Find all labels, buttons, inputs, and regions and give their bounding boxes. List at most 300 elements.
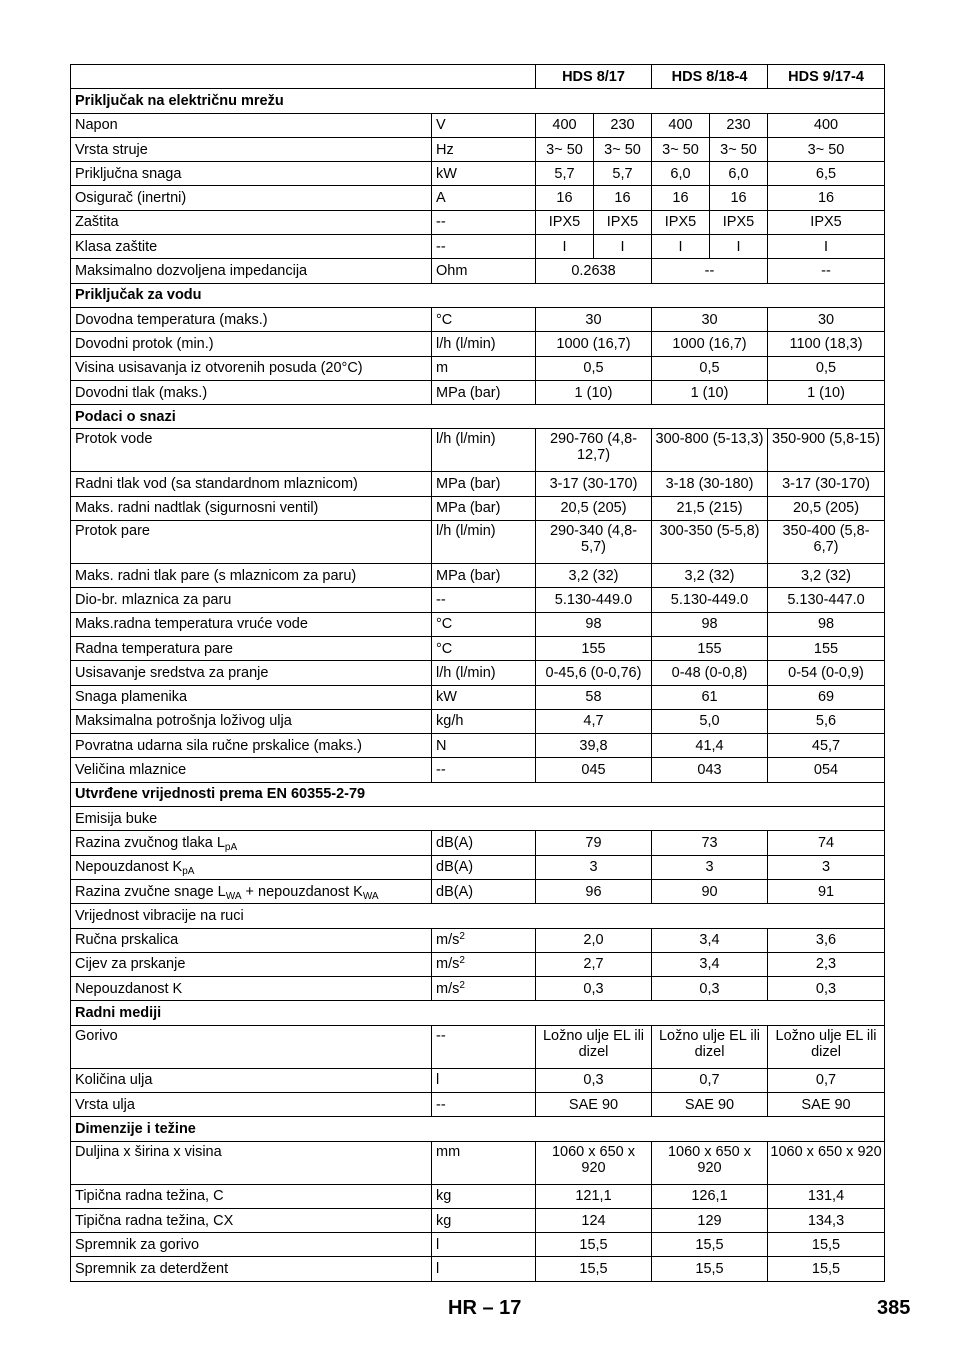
- value-cell: 0.2638: [536, 259, 652, 283]
- row-unit-text: l/h (l/min): [436, 664, 496, 681]
- row-label-text: Klasa zaštite: [75, 238, 158, 255]
- row-label: [71, 496, 432, 520]
- table-row: [71, 612, 885, 636]
- row-label: [71, 521, 432, 564]
- value-cell: 6,0: [652, 162, 710, 186]
- table-row: [71, 137, 885, 161]
- row-unit-text: kW: [436, 689, 457, 706]
- value-cell: 0,7: [768, 1068, 885, 1092]
- value-cell: 0,7: [652, 1068, 768, 1092]
- value-cell: 350-900 (5,8-15): [768, 429, 885, 472]
- row-label-text: Količina ulja: [75, 1072, 153, 1089]
- value-cell: 3~ 50: [768, 137, 885, 161]
- row-unit: [432, 636, 536, 660]
- value-cell: I: [594, 235, 652, 259]
- row-unit: [432, 831, 536, 855]
- value-cell: 5,6: [768, 709, 885, 733]
- value-cell: 3: [768, 855, 885, 879]
- row-unit: [432, 496, 536, 520]
- table-row: [71, 1025, 885, 1068]
- row-unit-text: m: [436, 360, 449, 377]
- row-unit: [432, 259, 536, 283]
- row-unit-text: °C: [436, 640, 453, 657]
- table-row: [71, 162, 885, 186]
- section-title: Priključak na električnu mrežu: [71, 89, 885, 113]
- row-label-text: Razina zvučnog tlaka L: [75, 834, 225, 851]
- row-label-text: Radni tlak vod (sa standardnom mlaznicom): [75, 476, 358, 493]
- table-row: [71, 1068, 885, 1092]
- value-cell: 61: [652, 685, 768, 709]
- row-unit-text: V: [436, 117, 446, 134]
- value-cell: 155: [768, 636, 885, 660]
- value-cell: 3,2 (32): [652, 564, 768, 588]
- value-cell: 79: [536, 831, 652, 855]
- table-row: [71, 496, 885, 520]
- value-cell: 3-17 (30-170): [768, 472, 885, 496]
- row-label-text: Veličina mlaznice: [75, 762, 187, 779]
- value-cell: 98: [768, 612, 885, 636]
- row-label: [71, 380, 432, 404]
- table-row: [71, 952, 885, 976]
- section-header-row: [71, 782, 885, 806]
- value-cell: 3-18 (30-180): [652, 472, 768, 496]
- value-cell: 350-400 (5,8-6,7): [768, 521, 885, 564]
- value-cell: 400: [536, 113, 594, 137]
- row-unit: [432, 758, 536, 782]
- row-label: [71, 472, 432, 496]
- row-unit-text: l/h (l/min): [436, 335, 496, 352]
- value-cell: --: [768, 259, 885, 283]
- section-header-row: [71, 405, 885, 429]
- row-unit: [432, 521, 536, 564]
- value-cell: 3,4: [652, 952, 768, 976]
- table-row: [71, 685, 885, 709]
- row-unit-text: l: [436, 1261, 440, 1278]
- value-cell: IPX5: [768, 210, 885, 234]
- row-label-text: Maksimalno dozvoljena impedancija: [75, 263, 308, 280]
- value-cell: 230: [710, 113, 768, 137]
- value-cell: 134,3: [768, 1208, 885, 1232]
- value-cell: 0,3: [536, 1068, 652, 1092]
- value-cell: 0,5: [768, 356, 885, 380]
- value-cell: 124: [536, 1208, 652, 1232]
- row-label-text: Maksimalna potrošnja loživog ulja: [75, 713, 292, 730]
- table-row: [71, 210, 885, 234]
- value-cell: 2,0: [536, 928, 652, 952]
- value-cell: 1060 x 650 x 920: [652, 1141, 768, 1184]
- table-row: [71, 1208, 885, 1232]
- value-cell: 90: [652, 879, 768, 903]
- row-label: [71, 1092, 432, 1116]
- row-label: [71, 235, 432, 259]
- table-row: [71, 564, 885, 588]
- subsection-label: Vrijednost vibracije na ruci: [71, 904, 885, 928]
- table-row: [71, 259, 885, 283]
- table-row: [71, 661, 885, 685]
- row-label-text: Maks. radni nadtlak (sigurnosni ventil): [75, 500, 319, 517]
- value-cell: 126,1: [652, 1184, 768, 1208]
- table-row: [71, 636, 885, 660]
- value-cell: 1 (10): [768, 380, 885, 404]
- row-unit-text: dB(A): [436, 859, 474, 876]
- section-header-row: [71, 283, 885, 307]
- row-label-subscript: WA: [225, 890, 242, 902]
- row-label-text: Dovodna temperatura (maks.): [75, 311, 268, 328]
- row-unit: [432, 855, 536, 879]
- value-cell: 5.130-449.0: [536, 588, 652, 612]
- row-unit: [432, 186, 536, 210]
- row-unit: [432, 113, 536, 137]
- subsection-label: Emisija buke: [71, 807, 885, 831]
- row-label: [71, 307, 432, 331]
- row-unit-text: --: [436, 1027, 446, 1044]
- value-cell: 290-340 (4,8-5,7): [536, 521, 652, 564]
- value-cell: 300-800 (5-13,3): [652, 429, 768, 472]
- row-unit-text: MPa (bar): [436, 384, 501, 401]
- value-cell: 1000 (16,7): [652, 332, 768, 356]
- row-unit-text: dB(A): [436, 883, 474, 900]
- table-row: [71, 113, 885, 137]
- value-cell: 16: [594, 186, 652, 210]
- row-unit: [432, 210, 536, 234]
- row-unit: [432, 734, 536, 758]
- row-unit: [432, 235, 536, 259]
- table-row: [71, 977, 885, 1001]
- table-row: [71, 472, 885, 496]
- table-row: [71, 1184, 885, 1208]
- section-header-row: [71, 89, 885, 113]
- value-cell: 1000 (16,7): [536, 332, 652, 356]
- row-unit-text: l: [436, 1236, 440, 1253]
- row-label-text: Dovodni protok (min.): [75, 335, 214, 352]
- table-row: [71, 831, 885, 855]
- value-cell: 3: [652, 855, 768, 879]
- table-row: [71, 855, 885, 879]
- row-unit-text: m/s: [436, 980, 460, 997]
- table-row: [71, 307, 885, 331]
- row-label: [71, 734, 432, 758]
- value-cell: 129: [652, 1208, 768, 1232]
- value-cell: 0,3: [536, 977, 652, 1001]
- value-cell: 400: [768, 113, 885, 137]
- row-label-text: Spremnik za deterdžent: [75, 1261, 229, 1278]
- table-row: [71, 332, 885, 356]
- value-cell: 15,5: [768, 1257, 885, 1281]
- row-unit-text: l: [436, 1072, 440, 1089]
- header-blank-cell: [71, 65, 536, 89]
- model-name: HDS 8/18-4: [652, 65, 768, 89]
- value-cell: 155: [536, 636, 652, 660]
- value-cell: Ložno ulje EL ili dizel: [536, 1025, 652, 1068]
- value-cell: 30: [768, 307, 885, 331]
- row-unit: [432, 332, 536, 356]
- row-label-subscript: pA: [224, 841, 238, 853]
- model-name: HDS 9/17-4: [768, 65, 885, 89]
- value-cell: 3,2 (32): [768, 564, 885, 588]
- value-cell: 3~ 50: [652, 137, 710, 161]
- table-row: [71, 521, 885, 564]
- value-cell: 91: [768, 879, 885, 903]
- row-unit-text: kW: [436, 165, 457, 182]
- row-label-text: + nepouzdanost K: [241, 883, 363, 900]
- value-cell: 4,7: [536, 709, 652, 733]
- value-cell: I: [652, 235, 710, 259]
- row-label: [71, 113, 432, 137]
- value-cell: 045: [536, 758, 652, 782]
- row-unit: [432, 952, 536, 976]
- row-label-text: Nepouzdanost K: [75, 980, 183, 997]
- row-unit: [432, 1208, 536, 1232]
- row-label: [71, 186, 432, 210]
- row-unit-text: A: [436, 190, 446, 207]
- value-cell: SAE 90: [768, 1092, 885, 1116]
- value-cell: 3,6: [768, 928, 885, 952]
- row-label-text: Dio-br. mlaznica za paru: [75, 591, 232, 608]
- value-cell: 230: [594, 113, 652, 137]
- specifications-table: [70, 64, 885, 1282]
- value-cell: 121,1: [536, 1184, 652, 1208]
- value-cell: 6,0: [710, 162, 768, 186]
- table-row: [71, 1257, 885, 1281]
- value-cell: I: [536, 235, 594, 259]
- value-cell: 131,4: [768, 1184, 885, 1208]
- row-unit-text: --: [436, 762, 446, 779]
- row-label-text: Snaga plamenika: [75, 689, 188, 706]
- value-cell: 69: [768, 685, 885, 709]
- row-unit: [432, 588, 536, 612]
- value-cell: Ložno ulje EL ili dizel: [768, 1025, 885, 1068]
- row-label-text: Tipična radna težina, C: [75, 1188, 224, 1205]
- row-label: [71, 259, 432, 283]
- row-unit-text: N: [436, 737, 447, 754]
- row-label: [71, 612, 432, 636]
- row-unit: [432, 307, 536, 331]
- row-unit: [432, 1068, 536, 1092]
- row-label: [71, 1208, 432, 1232]
- value-cell: 30: [536, 307, 652, 331]
- value-cell: 39,8: [536, 734, 652, 758]
- row-unit-text: --: [436, 214, 446, 231]
- value-cell: 054: [768, 758, 885, 782]
- value-cell: IPX5: [710, 210, 768, 234]
- row-label: [71, 879, 432, 903]
- row-label-text: Maks. radni tlak pare (s mlaznicom za paru): [75, 567, 357, 584]
- value-cell: --: [652, 259, 768, 283]
- value-cell: 5,7: [536, 162, 594, 186]
- value-cell: 5.130-449.0: [652, 588, 768, 612]
- row-label-subscript: pA: [182, 866, 195, 878]
- value-cell: 3~ 50: [594, 137, 652, 161]
- row-label-text: Visina usisavanja iz otvorenih posuda (20°C): [75, 360, 363, 377]
- value-cell: 6,5: [768, 162, 885, 186]
- row-unit: [432, 1184, 536, 1208]
- value-cell: 0,5: [652, 356, 768, 380]
- value-cell: 15,5: [652, 1233, 768, 1257]
- value-cell: 0,5: [536, 356, 652, 380]
- row-unit: [432, 137, 536, 161]
- section-header-row: [71, 1117, 885, 1141]
- value-cell: I: [768, 235, 885, 259]
- value-cell: 0-45,6 (0-0,76): [536, 661, 652, 685]
- row-unit-superscript: 2: [459, 931, 465, 943]
- section-header-row: [71, 1001, 885, 1025]
- value-cell: 1060 x 650 x 920: [768, 1141, 885, 1184]
- row-unit-text: MPa (bar): [436, 567, 501, 584]
- row-label-text: Nepouzdanost K: [75, 859, 183, 876]
- value-cell: 15,5: [652, 1257, 768, 1281]
- row-label: [71, 952, 432, 976]
- page-number: 385: [877, 1297, 911, 1319]
- row-label: [71, 1025, 432, 1068]
- value-cell: IPX5: [536, 210, 594, 234]
- row-label-text: Vrsta ulja: [75, 1096, 135, 1113]
- value-cell: 15,5: [768, 1233, 885, 1257]
- row-unit: [432, 564, 536, 588]
- row-label-text: Ručna prskalica: [75, 932, 179, 949]
- row-label-text: Maks.radna temperatura vruće vode: [75, 616, 308, 633]
- table-row: [71, 758, 885, 782]
- row-label: [71, 162, 432, 186]
- value-cell: 20,5 (205): [768, 496, 885, 520]
- model-header-row: [71, 65, 885, 89]
- row-unit: [432, 429, 536, 472]
- row-unit: [432, 685, 536, 709]
- value-cell: 5.130-447.0: [768, 588, 885, 612]
- model-name: HDS 8/17: [536, 65, 652, 89]
- value-cell: 0-48 (0-0,8): [652, 661, 768, 685]
- row-label: [71, 1257, 432, 1281]
- value-cell: 3,2 (32): [536, 564, 652, 588]
- row-unit-text: m/s: [436, 932, 460, 949]
- value-cell: 15,5: [536, 1233, 652, 1257]
- table-row: [71, 1141, 885, 1184]
- value-cell: 45,7: [768, 734, 885, 758]
- row-label-text: Protok vode: [75, 431, 153, 448]
- row-label: [71, 1141, 432, 1184]
- value-cell: SAE 90: [536, 1092, 652, 1116]
- row-label: [71, 332, 432, 356]
- value-cell: 2,3: [768, 952, 885, 976]
- row-label: [71, 636, 432, 660]
- value-cell: 1100 (18,3): [768, 332, 885, 356]
- section-title: Podaci o snazi: [71, 405, 885, 429]
- value-cell: 3~ 50: [536, 137, 594, 161]
- page-code: HR – 17: [448, 1297, 522, 1319]
- row-unit-text: kg: [436, 1212, 452, 1229]
- row-unit: [432, 472, 536, 496]
- row-label: [71, 564, 432, 588]
- value-cell: 0-54 (0-0,9): [768, 661, 885, 685]
- row-label-text: Razina zvučne snage L: [75, 883, 226, 900]
- row-unit: [432, 1025, 536, 1068]
- value-cell: 30: [652, 307, 768, 331]
- table-row: [71, 1233, 885, 1257]
- value-cell: 98: [652, 612, 768, 636]
- table-row: [71, 904, 885, 928]
- row-label-text: Radna temperatura pare: [75, 640, 233, 657]
- value-cell: 58: [536, 685, 652, 709]
- row-unit-text: kg/h: [436, 713, 464, 730]
- row-unit: [432, 879, 536, 903]
- table-row: [71, 235, 885, 259]
- value-cell: IPX5: [594, 210, 652, 234]
- value-cell: 98: [536, 612, 652, 636]
- row-unit-superscript: 2: [459, 979, 465, 991]
- value-cell: 290-760 (4,8-12,7): [536, 429, 652, 472]
- row-unit-text: m/s: [436, 956, 460, 973]
- value-cell: 16: [768, 186, 885, 210]
- row-unit: [432, 928, 536, 952]
- table-row: [71, 356, 885, 380]
- row-label-text: Protok pare: [75, 523, 150, 540]
- row-label-subscript: WA: [362, 890, 379, 902]
- row-unit: [432, 1141, 536, 1184]
- row-unit: [432, 612, 536, 636]
- value-cell: 0,3: [768, 977, 885, 1001]
- row-label: [71, 137, 432, 161]
- value-cell: I: [710, 235, 768, 259]
- row-unit-text: dB(A): [436, 834, 474, 851]
- row-unit-text: l/h (l/min): [436, 431, 496, 448]
- value-cell: SAE 90: [652, 1092, 768, 1116]
- value-cell: 73: [652, 831, 768, 855]
- table-row: [71, 186, 885, 210]
- row-unit-superscript: 2: [459, 955, 465, 967]
- row-label: [71, 855, 432, 879]
- row-label-text: Povratna udarna sila ručne prskalice (maks.): [75, 737, 362, 754]
- row-unit: [432, 661, 536, 685]
- row-label-text: Napon: [75, 117, 118, 134]
- table-row: [71, 928, 885, 952]
- row-unit: [432, 1257, 536, 1281]
- value-cell: 1060 x 650 x 920: [536, 1141, 652, 1184]
- section-title: Radni mediji: [71, 1001, 885, 1025]
- row-unit-text: --: [436, 591, 446, 608]
- row-unit-text: kg: [436, 1188, 452, 1205]
- table-row: [71, 734, 885, 758]
- row-unit-text: °C: [436, 616, 453, 633]
- row-unit-text: l/h (l/min): [436, 523, 496, 540]
- value-cell: 41,4: [652, 734, 768, 758]
- table-row: [71, 807, 885, 831]
- section-title: Priključak za vodu: [71, 283, 885, 307]
- row-label: [71, 661, 432, 685]
- value-cell: 2,7: [536, 952, 652, 976]
- value-cell: IPX5: [652, 210, 710, 234]
- row-label: [71, 685, 432, 709]
- table-row: [71, 588, 885, 612]
- value-cell: 74: [768, 831, 885, 855]
- row-unit-text: Ohm: [436, 263, 468, 280]
- row-label-text: Duljina x širina x visina: [75, 1143, 222, 1160]
- value-cell: 155: [652, 636, 768, 660]
- value-cell: 5,0: [652, 709, 768, 733]
- row-label-text: Tipična radna težina, CX: [75, 1212, 234, 1229]
- row-unit-text: mm: [436, 1143, 461, 1160]
- row-unit: [432, 162, 536, 186]
- row-label: [71, 709, 432, 733]
- row-unit: [432, 709, 536, 733]
- row-label: [71, 831, 432, 855]
- row-label-text: Cijev za prskanje: [75, 956, 186, 973]
- table-row: [71, 879, 885, 903]
- row-label-text: Dovodni tlak (maks.): [75, 384, 208, 401]
- value-cell: 20,5 (205): [536, 496, 652, 520]
- value-cell: 21,5 (215): [652, 496, 768, 520]
- row-label-text: Priključna snaga: [75, 165, 182, 182]
- row-unit: [432, 356, 536, 380]
- value-cell: 300-350 (5-5,8): [652, 521, 768, 564]
